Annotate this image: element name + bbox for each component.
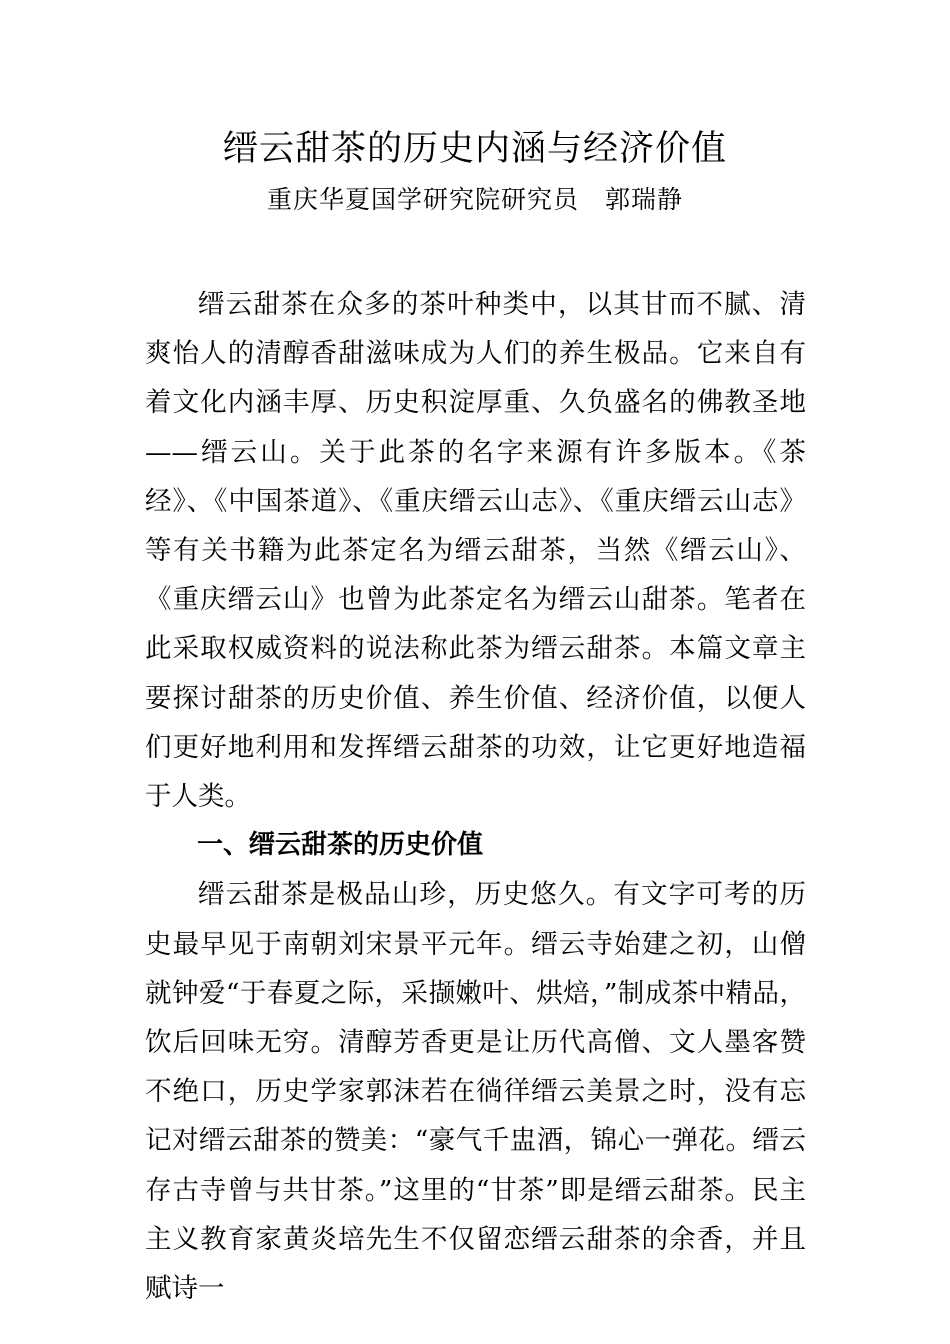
document-body — [145, 280, 806, 1313]
paragraph-history: 缙云甜茶是极品山珍，历史悠久。有文字可考的历史最早见于南朝刘宋景平元年。缙云寺始建之初，山僧就钟爱“于春夏之际，采撷嫩叶、烘焙，”制成茶中精品，饮后回味无穷。清醇芳香更是让历代高僧、文人墨客赞不绝口，历史学家郭沫若在徜徉缙云美景之时，没有忘记对缙云甜茶的赞美：“豪气千盅酒，锦心一弹花。缙云存古寺曾与共甘茶。”这里的“甘茶”即是缙云甜茶。民主主义教育家黄炎培先生不仅留恋缙云甜茶的余香，并且赋诗一 — [145, 879, 806, 1305]
author-byline — [0, 180, 950, 220]
document-title: 缙云甜茶的历史内涵与经济价值 — [222, 129, 727, 169]
paragraph-intro: 缙云甜茶在众多的茶叶种类中，以其甘而不腻、清爽怡人的清醇香甜滋味成为人们的养生极品。它来自有着文化内涵丰厚、历史积淀厚重、久负盛名的佛教圣地——缙云山。关于此茶的名字来源有许多版本。《茶经》、《中国茶道》、《重庆缙云山志》、《重庆缙云山志》等有关书籍为此茶定名为缙云甜茶，当然《缙云山》、《重庆缙云山》也曾为此茶定名为缙云山甜茶。笔者在此采取权威资料的说法称此茶为缙云甜茶。本篇文章主要探讨甜茶的历史价值、养生价值、经济价值，以便人们更好地利用和发挥缙云甜茶的功效，让它更好地造福于人类。 — [145, 289, 806, 813]
author-affiliation: 重庆华夏国学研究院研究员 — [266, 185, 579, 214]
section-heading-history: 一、缙云甜茶的历史价值 — [197, 830, 484, 861]
author-name: 郭瑞静 — [605, 185, 684, 214]
